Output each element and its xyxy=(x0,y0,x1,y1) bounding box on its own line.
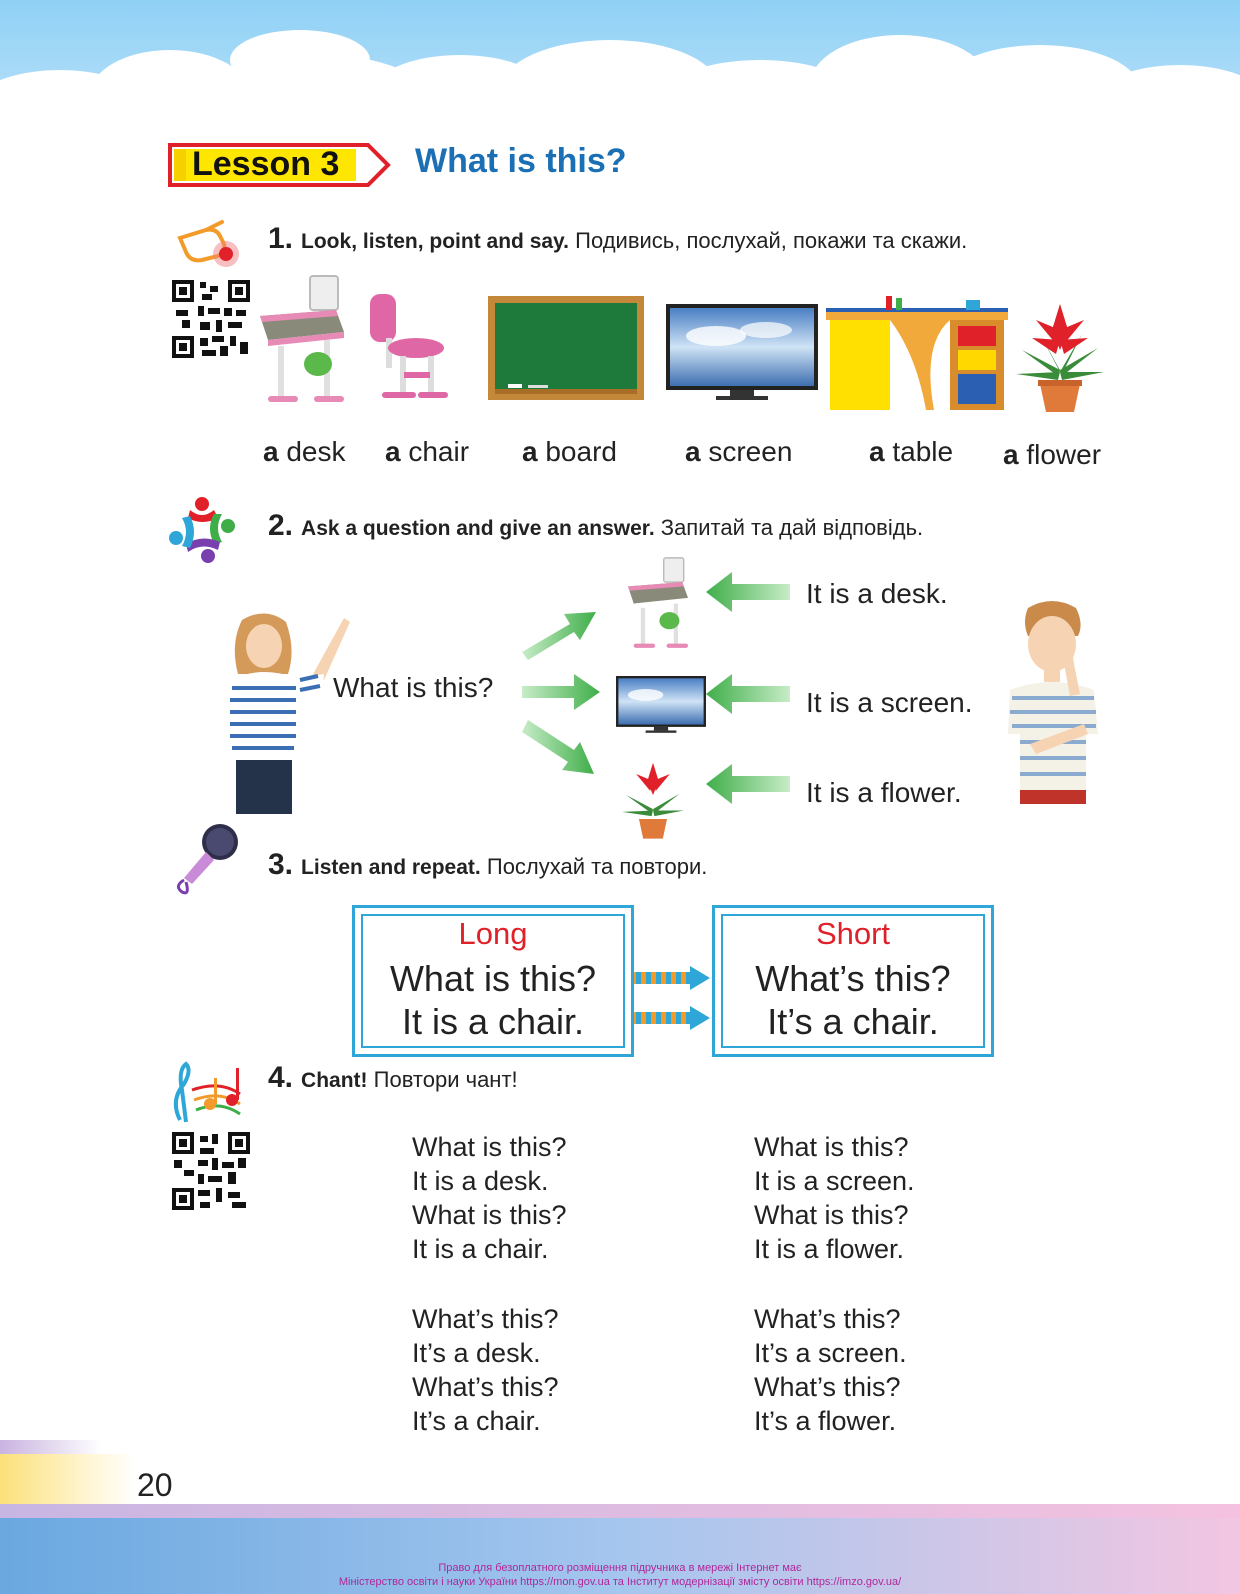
arrow-right xyxy=(522,674,600,710)
task3-instruction xyxy=(268,848,707,882)
task3-instruction-en: Listen and repeat. xyxy=(301,856,481,879)
question-arrows xyxy=(522,608,602,784)
pointing-hand-icon xyxy=(176,218,246,270)
word-label: desk xyxy=(286,436,346,467)
word-board xyxy=(522,436,617,468)
answer-desk: It is a desk. xyxy=(806,578,948,609)
chant-column2-verse1 xyxy=(754,1130,915,1266)
lesson-title: What is this? xyxy=(415,142,627,180)
word-label: board xyxy=(545,436,617,467)
lesson-label xyxy=(168,143,392,187)
qr-code-icon[interactable] xyxy=(172,280,250,358)
small-screen-picture xyxy=(616,676,706,734)
task4-instruction-en: Chant! xyxy=(301,1069,368,1092)
chant-line: What’s this? xyxy=(754,1372,901,1402)
chant-line: What is this? xyxy=(412,1200,567,1230)
task1-instruction-uk: Подивись, послухай, покажи та скажи. xyxy=(575,228,968,253)
screen-picture xyxy=(666,304,818,402)
arrow-down-right xyxy=(522,720,594,774)
article: a xyxy=(385,436,401,467)
chant-line: It’s a desk. xyxy=(412,1338,541,1368)
chant-line: It is a desk. xyxy=(412,1166,549,1196)
flower-picture xyxy=(1012,300,1108,414)
page-number: 20 xyxy=(137,1467,173,1503)
music-notes-icon xyxy=(170,1060,244,1126)
chair-picture xyxy=(368,292,452,410)
article: a xyxy=(685,436,701,467)
word-label: table xyxy=(892,436,954,467)
chant-column1-verse1 xyxy=(412,1130,567,1266)
task3-number: 3. xyxy=(268,848,294,881)
small-flower-picture xyxy=(612,760,694,840)
long-heading: Long xyxy=(458,916,528,951)
task1-instruction xyxy=(268,222,967,256)
long-answer: It is a chair. xyxy=(401,1001,585,1042)
footer-note-line1: Право для безоплатного розміщення підручника в мережі Інтернет має xyxy=(438,1562,802,1574)
chant-line: It’s a flower. xyxy=(754,1406,897,1436)
answer-screen: It is a screen. xyxy=(806,687,973,718)
long-to-short-arrows xyxy=(634,966,714,1036)
chant-line: It is a flower. xyxy=(754,1234,905,1264)
arrow-line1 xyxy=(634,966,710,990)
word-label: flower xyxy=(1026,439,1102,470)
chant-line: It is a chair. xyxy=(412,1234,549,1264)
microphone-icon xyxy=(170,822,240,898)
word-table xyxy=(869,436,953,468)
chant-line: What’s this? xyxy=(412,1372,559,1402)
article: a xyxy=(1003,439,1019,470)
desk-picture xyxy=(258,272,346,412)
chant-line: It is a screen. xyxy=(754,1166,915,1196)
task1-number: 1. xyxy=(268,222,294,255)
chant-line: What’s this? xyxy=(754,1304,901,1334)
task4-number: 4. xyxy=(268,1061,294,1094)
board-picture xyxy=(488,296,644,400)
short-heading: Short xyxy=(815,916,891,951)
chant-line: It’s a chair. xyxy=(412,1406,541,1436)
word-label: screen xyxy=(708,436,793,467)
chant-line: What’s this? xyxy=(412,1304,559,1334)
word-chair xyxy=(385,436,469,468)
task2-instruction xyxy=(268,509,923,543)
arrow-line2 xyxy=(634,1006,710,1030)
task1-instruction-en: Look, listen, point and say. xyxy=(301,230,570,253)
chant-column1-verse2 xyxy=(412,1302,559,1438)
people-circle-icon xyxy=(168,496,236,564)
girl-picture xyxy=(212,610,362,816)
answer-arrows xyxy=(706,572,790,804)
task2-number: 2. xyxy=(268,509,294,542)
long-form-box xyxy=(352,905,634,1057)
boy-picture xyxy=(1000,594,1110,806)
short-question: What’s this? xyxy=(755,958,951,999)
answer-flower: It is a flower. xyxy=(806,777,962,808)
chant-line: What is this? xyxy=(754,1132,909,1162)
word-desk xyxy=(263,436,346,468)
chant-line: What is this? xyxy=(412,1132,567,1162)
word-label: chair xyxy=(408,436,470,467)
word-flower xyxy=(1003,439,1101,471)
question-text: What is this? xyxy=(333,672,494,703)
task2-instruction-en: Ask a question and give an answer. xyxy=(301,517,655,540)
task4-instruction xyxy=(268,1061,518,1095)
arrow-up-right xyxy=(522,612,596,660)
task3-instruction-uk: Послухай та повтори. xyxy=(486,854,708,879)
qr-code-icon[interactable] xyxy=(172,1132,250,1210)
task4-instruction-uk: Повтори чант! xyxy=(373,1067,518,1092)
task2-instruction-uk: Запитай та дай відповідь. xyxy=(660,515,924,540)
table-picture xyxy=(826,294,1008,414)
short-answer: It’s a chair. xyxy=(767,1001,939,1042)
small-desk-picture xyxy=(623,555,693,655)
lesson-label-text: Lesson 3 xyxy=(192,145,340,183)
chant-line: It’s a screen. xyxy=(754,1338,907,1368)
long-question: What is this? xyxy=(389,958,597,999)
article: a xyxy=(522,436,538,467)
article: a xyxy=(263,436,279,467)
word-screen xyxy=(685,436,792,468)
chant-line: What is this? xyxy=(754,1200,909,1230)
short-form-box xyxy=(712,905,994,1057)
article: a xyxy=(869,436,885,467)
chant-column2-verse2 xyxy=(754,1302,907,1438)
footer-note-line2: Міністерство освіти і науки України https://mon.gov.ua та Інститут модернізації змісту освіти https://imzo.gov.ua/ xyxy=(338,1576,902,1588)
